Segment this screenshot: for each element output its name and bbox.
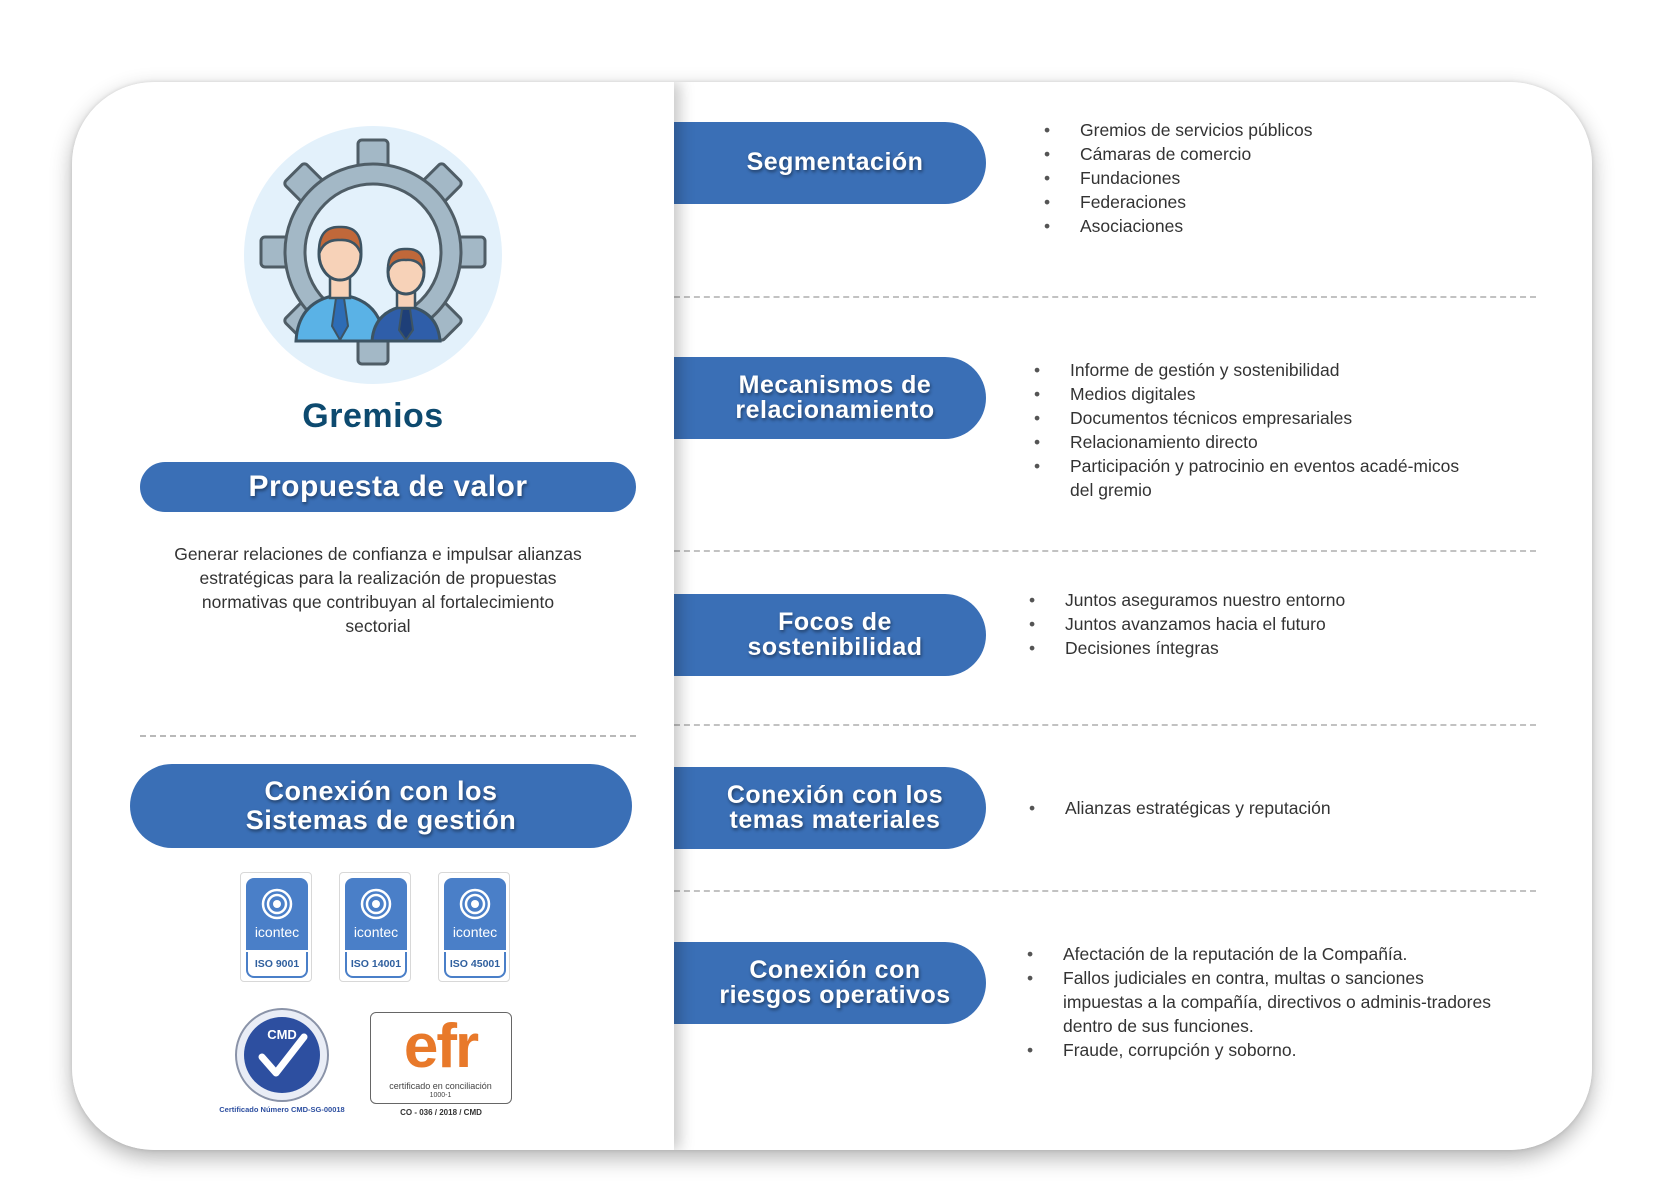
management-systems-pill: [130, 764, 632, 848]
divider: [674, 550, 1536, 552]
value-proposition-pill: [140, 462, 636, 512]
section-bullets: [1034, 358, 1474, 502]
iso-brand: icontec: [353, 924, 399, 940]
section-bullets: [1027, 942, 1507, 1062]
section-title-line: Segmentación: [746, 148, 924, 177]
efr-number: 1000-1: [429, 1092, 452, 1099]
left-panel: [72, 82, 674, 1150]
group-title: Gremios: [302, 397, 444, 435]
list-item: • Gremios de servicios públicos: [1044, 118, 1564, 142]
list-item: • Fraude, corrupción y soborno.: [1027, 1038, 1507, 1062]
list-item: • Participación y patrocinio en eventos acadé-micos del gremio: [1034, 454, 1474, 502]
info-card: [72, 82, 1592, 1150]
iso-brand: icontec: [452, 924, 498, 940]
section-bullets: [1044, 118, 1564, 238]
list-item: • Juntos avanzamos hacia el futuro: [1029, 612, 1549, 636]
value-proposition-label: Propuesta de valor: [248, 470, 528, 503]
iso-code: ISO 45001: [444, 952, 506, 978]
iso-9001-badge: [240, 872, 312, 982]
section-title-line: relacionamiento: [735, 396, 935, 424]
list-item: • Federaciones: [1044, 190, 1564, 214]
efr-code: CO - 036 / 2018 / CMD: [400, 1108, 482, 1117]
iso-brand: icontec: [254, 924, 300, 940]
list-item: • Medios digitales: [1034, 382, 1474, 406]
section-title-line: Mecanismos de: [738, 370, 932, 399]
section-title-line: Conexión con: [749, 955, 921, 984]
section-title-line: Focos de: [778, 607, 892, 636]
management-systems-line-1: Conexión con los: [264, 776, 498, 806]
cmd-seal-icon: [212, 1007, 352, 1107]
gear-people-icon: [244, 126, 502, 384]
svg-text:CMD: CMD: [267, 1027, 297, 1042]
right-panel: [674, 82, 1592, 1150]
list-item: • Relacionamiento directo: [1034, 430, 1474, 454]
list-item: • Decisiones íntegras: [1029, 636, 1549, 660]
divider: [674, 724, 1536, 726]
divider: [674, 296, 1536, 298]
efr-logo-text: efr: [403, 1012, 478, 1081]
list-item: • Afectación de la reputación de la Compañía.: [1027, 942, 1507, 966]
list-item: • Alianzas estratégicas y reputación: [1029, 796, 1549, 820]
iso-code: ISO 9001: [246, 952, 308, 978]
section-title-line: riesgos operativos: [719, 981, 951, 1009]
iso-code: ISO 14001: [345, 952, 407, 978]
iso-14001-badge: [339, 872, 411, 982]
section-bullets: [1029, 588, 1549, 660]
section-pill: [674, 767, 986, 849]
list-item: • Fallos judiciales en contra, multas o sanciones impuestas a la compañía, directivos o adminis-tradores dentro de sus funciones.: [1027, 966, 1507, 1038]
section-pill: [674, 942, 986, 1024]
list-item: • Asociaciones: [1044, 214, 1564, 238]
section-title-line: sostenibilidad: [747, 633, 923, 661]
section-pill: [674, 122, 986, 204]
cmd-seal: [212, 1007, 352, 1127]
divider: [140, 735, 636, 737]
list-item: • Documentos técnicos empresariales: [1034, 406, 1474, 430]
list-item: • Juntos aseguramos nuestro entorno: [1029, 588, 1549, 612]
section-pill: [674, 357, 986, 439]
divider: [674, 890, 1536, 892]
efr-subtitle: certificado en conciliación: [389, 1081, 492, 1091]
section-title-line: temas materiales: [729, 806, 941, 834]
iso-badges: [240, 872, 510, 982]
section-title-line: Conexión con los: [726, 780, 944, 809]
list-item: • Cámaras de comercio: [1044, 142, 1564, 166]
icontec-logo-icon: [444, 880, 506, 926]
icontec-logo-icon: [345, 880, 407, 926]
efr-seal: [370, 1012, 514, 1132]
section-pill: [674, 594, 986, 676]
value-proposition-text: Generar relaciones de confianza e impulsar alianzas estratégicas para la realización de propuestas normativas que contribuyan al fortalecimiento sectorial: [174, 544, 582, 636]
section-bullets: [1029, 796, 1549, 820]
efr-box: [370, 1012, 512, 1104]
iso-45001-badge: [438, 872, 510, 982]
list-item: • Fundaciones: [1044, 166, 1564, 190]
icontec-logo-icon: [246, 880, 308, 926]
cmd-certificate-number: Certificado Número CMD-SG-00018: [219, 1105, 345, 1114]
list-item: • Informe de gestión y sostenibilidad: [1034, 358, 1474, 382]
management-systems-line-2: Sistemas de gestión: [245, 805, 517, 835]
